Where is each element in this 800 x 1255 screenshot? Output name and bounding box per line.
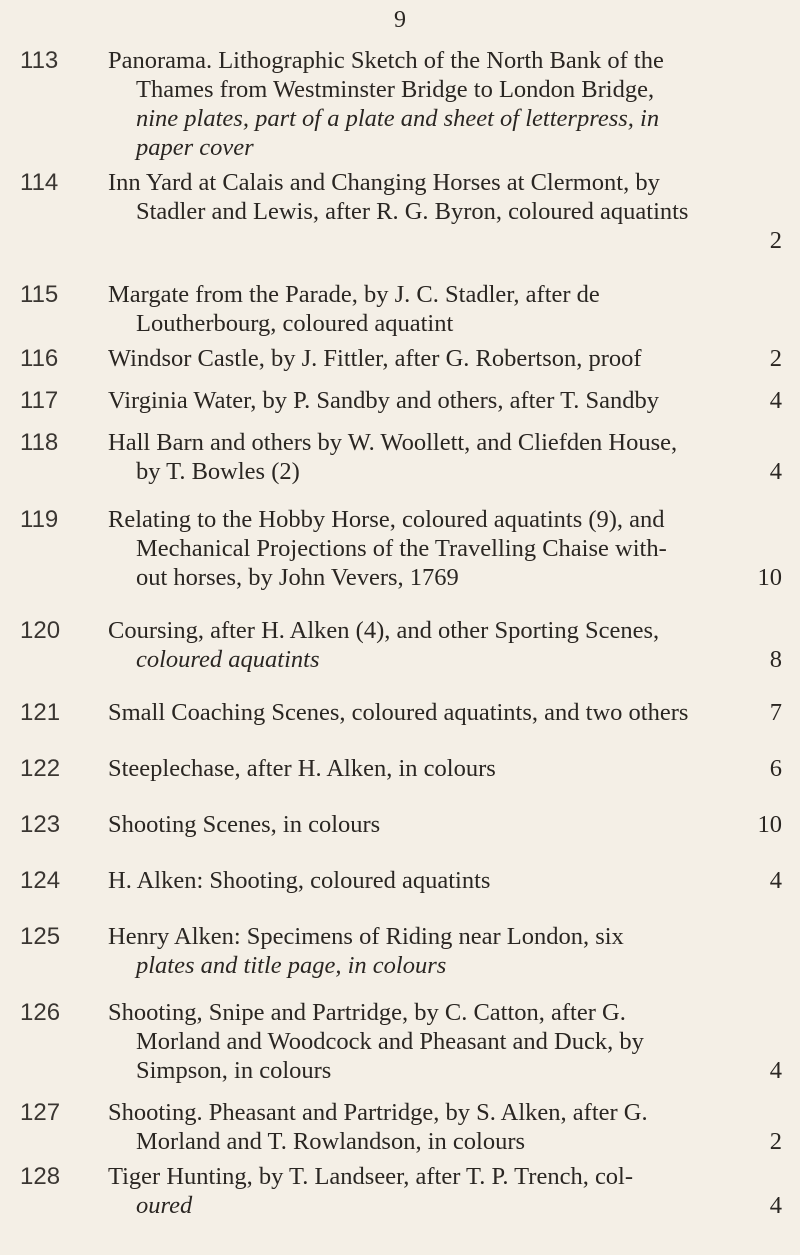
lot-line: nine plates, part of a plate and sheet of letterpress, in <box>136 105 660 132</box>
lot-line: Stadler and Lewis, after R. G. Byron, coloured aquatints <box>136 198 689 225</box>
lot-line: Steeplechase, after H. Alken, in colours <box>108 755 496 782</box>
lot-quantity: 8 <box>769 646 782 673</box>
lot-line: Morland and Woodcock and Pheasant and Duck, by <box>136 1028 644 1055</box>
lot-line: Coursing, after H. Alken (4), and other Sporting Scenes, <box>108 617 660 644</box>
lot-line: Virginia Water, by P. Sandby and others, after T. Sandby <box>108 387 660 414</box>
lot-quantity: 10 <box>757 564 782 591</box>
catalogue-lot <box>20 616 790 674</box>
lot-number: 120 <box>20 617 61 644</box>
lot-number: 122 <box>20 755 61 782</box>
lot-quantity: 10 <box>757 811 782 838</box>
lot-number: 127 <box>20 1099 61 1126</box>
catalogue-lot <box>20 344 790 373</box>
lot-quantity: 6 <box>769 755 782 782</box>
catalogue-lot <box>20 46 790 162</box>
lot-line: Morland and T. Rowlandson, in colours <box>136 1128 526 1155</box>
lot-line: Simpson, in colours <box>136 1057 332 1084</box>
lot-quantity: 4 <box>769 867 782 894</box>
catalogue-lot <box>20 1162 790 1220</box>
lot-quantity: 4 <box>769 458 782 485</box>
lot-number: 121 <box>20 699 61 726</box>
lot-line: Windsor Castle, by J. Fittler, after G. Robertson, proof <box>108 345 642 372</box>
catalogue-lot <box>20 698 790 727</box>
lot-quantity: 2 <box>769 227 782 254</box>
lot-number: 123 <box>20 811 61 838</box>
lot-line: Shooting. Pheasant and Partridge, by S. Alken, after G. <box>108 1099 648 1126</box>
lot-line: Small Coaching Scenes, coloured aquatints, and two others <box>108 699 689 726</box>
catalogue-lot <box>20 866 790 895</box>
lot-line: Hall Barn and others by W. Woollett, and Cliefden House, <box>108 429 678 456</box>
catalogue-lot <box>20 754 790 783</box>
catalogue-lot <box>20 386 790 415</box>
lot-line: Loutherbourg, coloured aquatint <box>136 310 454 337</box>
lot-line: Tiger Hunting, by T. Landseer, after T. P. Trench, col- <box>108 1163 634 1190</box>
lot-quantity: 4 <box>769 387 782 414</box>
lot-number: 128 <box>20 1163 61 1190</box>
page-number: 9 <box>394 7 406 33</box>
lot-number: 114 <box>20 169 59 196</box>
lot-line: oured <box>136 1192 193 1219</box>
lot-line: Inn Yard at Calais and Changing Horses at Clermont, by <box>108 169 660 196</box>
lot-number: 116 <box>20 345 59 372</box>
lot-line: Margate from the Parade, by J. C. Stadler, after de <box>108 281 600 308</box>
catalogue-lot <box>20 168 790 255</box>
lot-line: Panorama. Lithographic Sketch of the North Bank of the <box>108 47 664 74</box>
lot-line: Thames from Westminster Bridge to London Bridge, <box>136 76 655 103</box>
lot-number: 126 <box>20 999 61 1026</box>
catalogue-lot <box>20 1098 790 1156</box>
catalogue-lot <box>20 998 790 1085</box>
lot-line: plates and title page, in colours <box>136 952 447 979</box>
catalogue-lot <box>20 428 790 486</box>
lot-quantity: 2 <box>769 345 782 372</box>
lot-number: 118 <box>20 429 59 456</box>
lot-number: 117 <box>20 387 59 414</box>
catalogue-lot <box>20 505 790 592</box>
lot-quantity: 2 <box>769 1128 782 1155</box>
lot-quantity: 4 <box>769 1057 782 1084</box>
lot-line: by T. Bowles (2) <box>136 458 300 485</box>
lot-number: 119 <box>20 506 59 533</box>
catalogue-lot <box>20 922 790 980</box>
lot-line: coloured aquatints <box>136 646 320 673</box>
lot-quantity: 7 <box>769 699 782 726</box>
lot-number: 125 <box>20 923 61 950</box>
lot-quantity: 4 <box>769 1192 782 1219</box>
catalogue-lot <box>20 810 790 839</box>
lot-number: 124 <box>20 867 61 894</box>
lot-line: Shooting, Snipe and Partridge, by C. Catton, after G. <box>108 999 626 1026</box>
lot-number: 115 <box>20 281 59 308</box>
lot-line: out horses, by John Vevers, 1769 <box>136 564 459 591</box>
catalogue-lot <box>20 280 790 338</box>
lot-line: Relating to the Hobby Horse, coloured aquatints (9), and <box>108 506 665 533</box>
lot-line: Henry Alken: Specimens of Riding near London, six <box>108 923 624 950</box>
lot-line: Shooting Scenes, in colours <box>108 811 381 838</box>
lot-line: H. Alken: Shooting, coloured aquatints <box>108 867 491 894</box>
lot-number: 113 <box>20 47 59 74</box>
lot-line: paper cover <box>136 134 254 161</box>
lot-line: Mechanical Projections of the Travelling Chaise with- <box>136 535 667 562</box>
